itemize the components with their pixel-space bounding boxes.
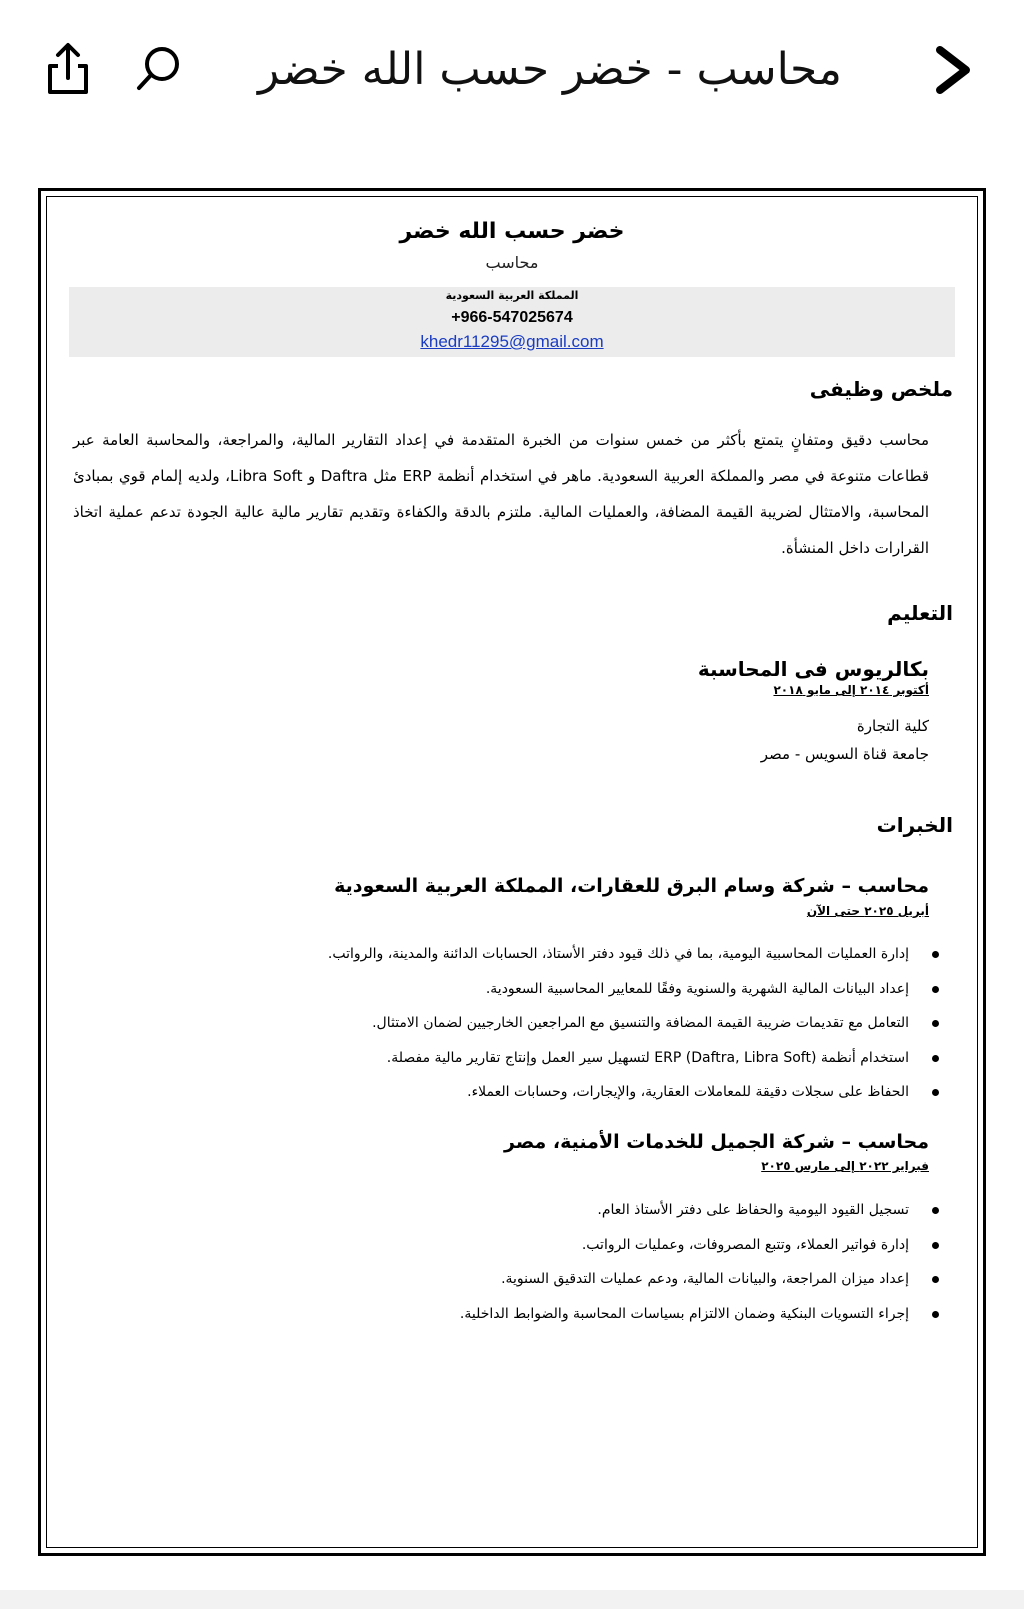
bullet-icon bbox=[932, 1055, 939, 1062]
list-item bbox=[127, 937, 949, 972]
search-icon[interactable] bbox=[132, 42, 186, 96]
bullet-icon bbox=[932, 1020, 939, 1027]
resume-name: خضر حسب الله خضر bbox=[399, 219, 625, 244]
resume-job-title: محاسب bbox=[485, 253, 539, 272]
duty-text: التعامل مع تقديمات ضريبة القيمة المضافة والتنسيق مع المراجعين الخارجيين لضمان الامتثال. bbox=[372, 1015, 909, 1031]
bullet-icon bbox=[932, 1242, 939, 1249]
bullet-icon bbox=[932, 951, 939, 958]
bullet-icon bbox=[932, 986, 939, 993]
duty-text: إدارة العمليات المحاسبية اليومية، بما في ذلك قيود دفتر الأستاذ، الحسابات الدائنة والمدينة، والرواتب. bbox=[327, 946, 909, 962]
job-1-dates: أبريل ٢٠٢٥ حتى الآن bbox=[806, 904, 929, 918]
education-university: جامعة قناة السويس - مصر bbox=[760, 745, 929, 763]
top-bar bbox=[0, 0, 1024, 140]
bullet-icon bbox=[932, 1276, 939, 1283]
share-icon[interactable] bbox=[40, 40, 96, 96]
list-item bbox=[127, 1075, 949, 1110]
list-item bbox=[127, 1262, 949, 1297]
duty-text: إعداد ميزان المراجعة، والبيانات المالية، ودعم عمليات التدقيق السنوية. bbox=[501, 1271, 909, 1287]
list-item bbox=[127, 1041, 949, 1076]
bullet-icon bbox=[932, 1089, 939, 1096]
list-item bbox=[127, 1006, 949, 1041]
contact-country: المملكة العربية السعودية bbox=[445, 289, 579, 302]
bullet-icon bbox=[932, 1207, 939, 1214]
duty-text: الحفاظ على سجلات دقيقة للمعاملات العقارية، والإيجارات، وحسابات العملاء. bbox=[467, 1084, 909, 1100]
job-1-duties bbox=[127, 937, 949, 1110]
list-item bbox=[127, 1193, 949, 1228]
resume-page[interactable] bbox=[38, 188, 986, 1556]
duty-text: تسجيل القيود اليومية والحفاظ على دفتر الأستاذ العام. bbox=[597, 1202, 909, 1218]
duty-text: إدارة فواتير العملاء، وتتبع المصروفات، وعمليات الرواتب. bbox=[581, 1236, 909, 1253]
job-1-title: محاسب – شركة وسام البرق للعقارات، المملكة العربية السعودية bbox=[334, 875, 929, 897]
education-heading: التعليم bbox=[887, 601, 953, 625]
duty-text: إعداد البيانات المالية الشهرية والسنوية وفقًا للمعايير المحاسبية السعودية. bbox=[485, 980, 909, 997]
contact-email-link[interactable]: khedr11295@gmail.com bbox=[420, 332, 604, 351]
experience-heading: الخبرات bbox=[876, 813, 953, 837]
contact-phone: +966-547025674 bbox=[451, 309, 573, 326]
duty-text: استخدام أنظمة ERP (Daftra, Libra Soft) لتسهيل سير العمل وإنتاج تقارير مالية مفصلة. bbox=[386, 1049, 909, 1066]
summary-heading: ملخص وظيفى bbox=[809, 377, 953, 401]
document-title: محاسب - خضر حسب الله خضر bbox=[258, 44, 842, 95]
job-2-dates: فبراير ٢٠٢٢ إلى مارس ٢٠٢٥ bbox=[761, 1159, 929, 1173]
education-dates: أكتوبر ٢٠١٤ إلى مايو ٢٠١٨ bbox=[773, 683, 929, 697]
bottom-strip bbox=[0, 1590, 1024, 1609]
job-2-title: محاسب – شركة الجميل للخدمات الأمنية، مصر bbox=[504, 1131, 929, 1153]
summary-text: محاسب دقيق ومتفانٍ يتمتع بأكثر من خمس سنوات من الخبرة المتقدمة في إعداد التقارير المالية، والمراجعة، والمحاسبة العامة عبر قطاعات متنوعة في مصر والمملكة العربية السعودية. ماهر في استخدام أنظمة ERP مثل Daftra و Libra Soft، ولديه إلمام قوي بمبادئ المحاسبة، والامتثال لضريبة القيمة المضافة، والعمليات المالية. ملتزم بالدقة والكفاءة وتقديم تقارير مالية عالية الجودة تدعم عملية اتخاذ القرارات داخل المنشأة. bbox=[73, 431, 930, 557]
education-degree: بكالريوس فى المحاسبة bbox=[697, 657, 929, 681]
education-college: كلية التجارة bbox=[856, 717, 929, 735]
bullet-icon bbox=[932, 1311, 939, 1318]
duty-text: إجراء التسويات البنكية وضمان الالتزام بسياسات المحاسبة والضوابط الداخلية. bbox=[459, 1305, 909, 1322]
contact-band bbox=[69, 287, 955, 357]
list-item bbox=[127, 1297, 949, 1332]
list-item bbox=[127, 1228, 949, 1263]
resume-page-inner-border bbox=[46, 196, 978, 1548]
chevron-right-icon[interactable] bbox=[930, 40, 980, 100]
job-2-duties bbox=[127, 1193, 949, 1331]
list-item bbox=[127, 972, 949, 1007]
